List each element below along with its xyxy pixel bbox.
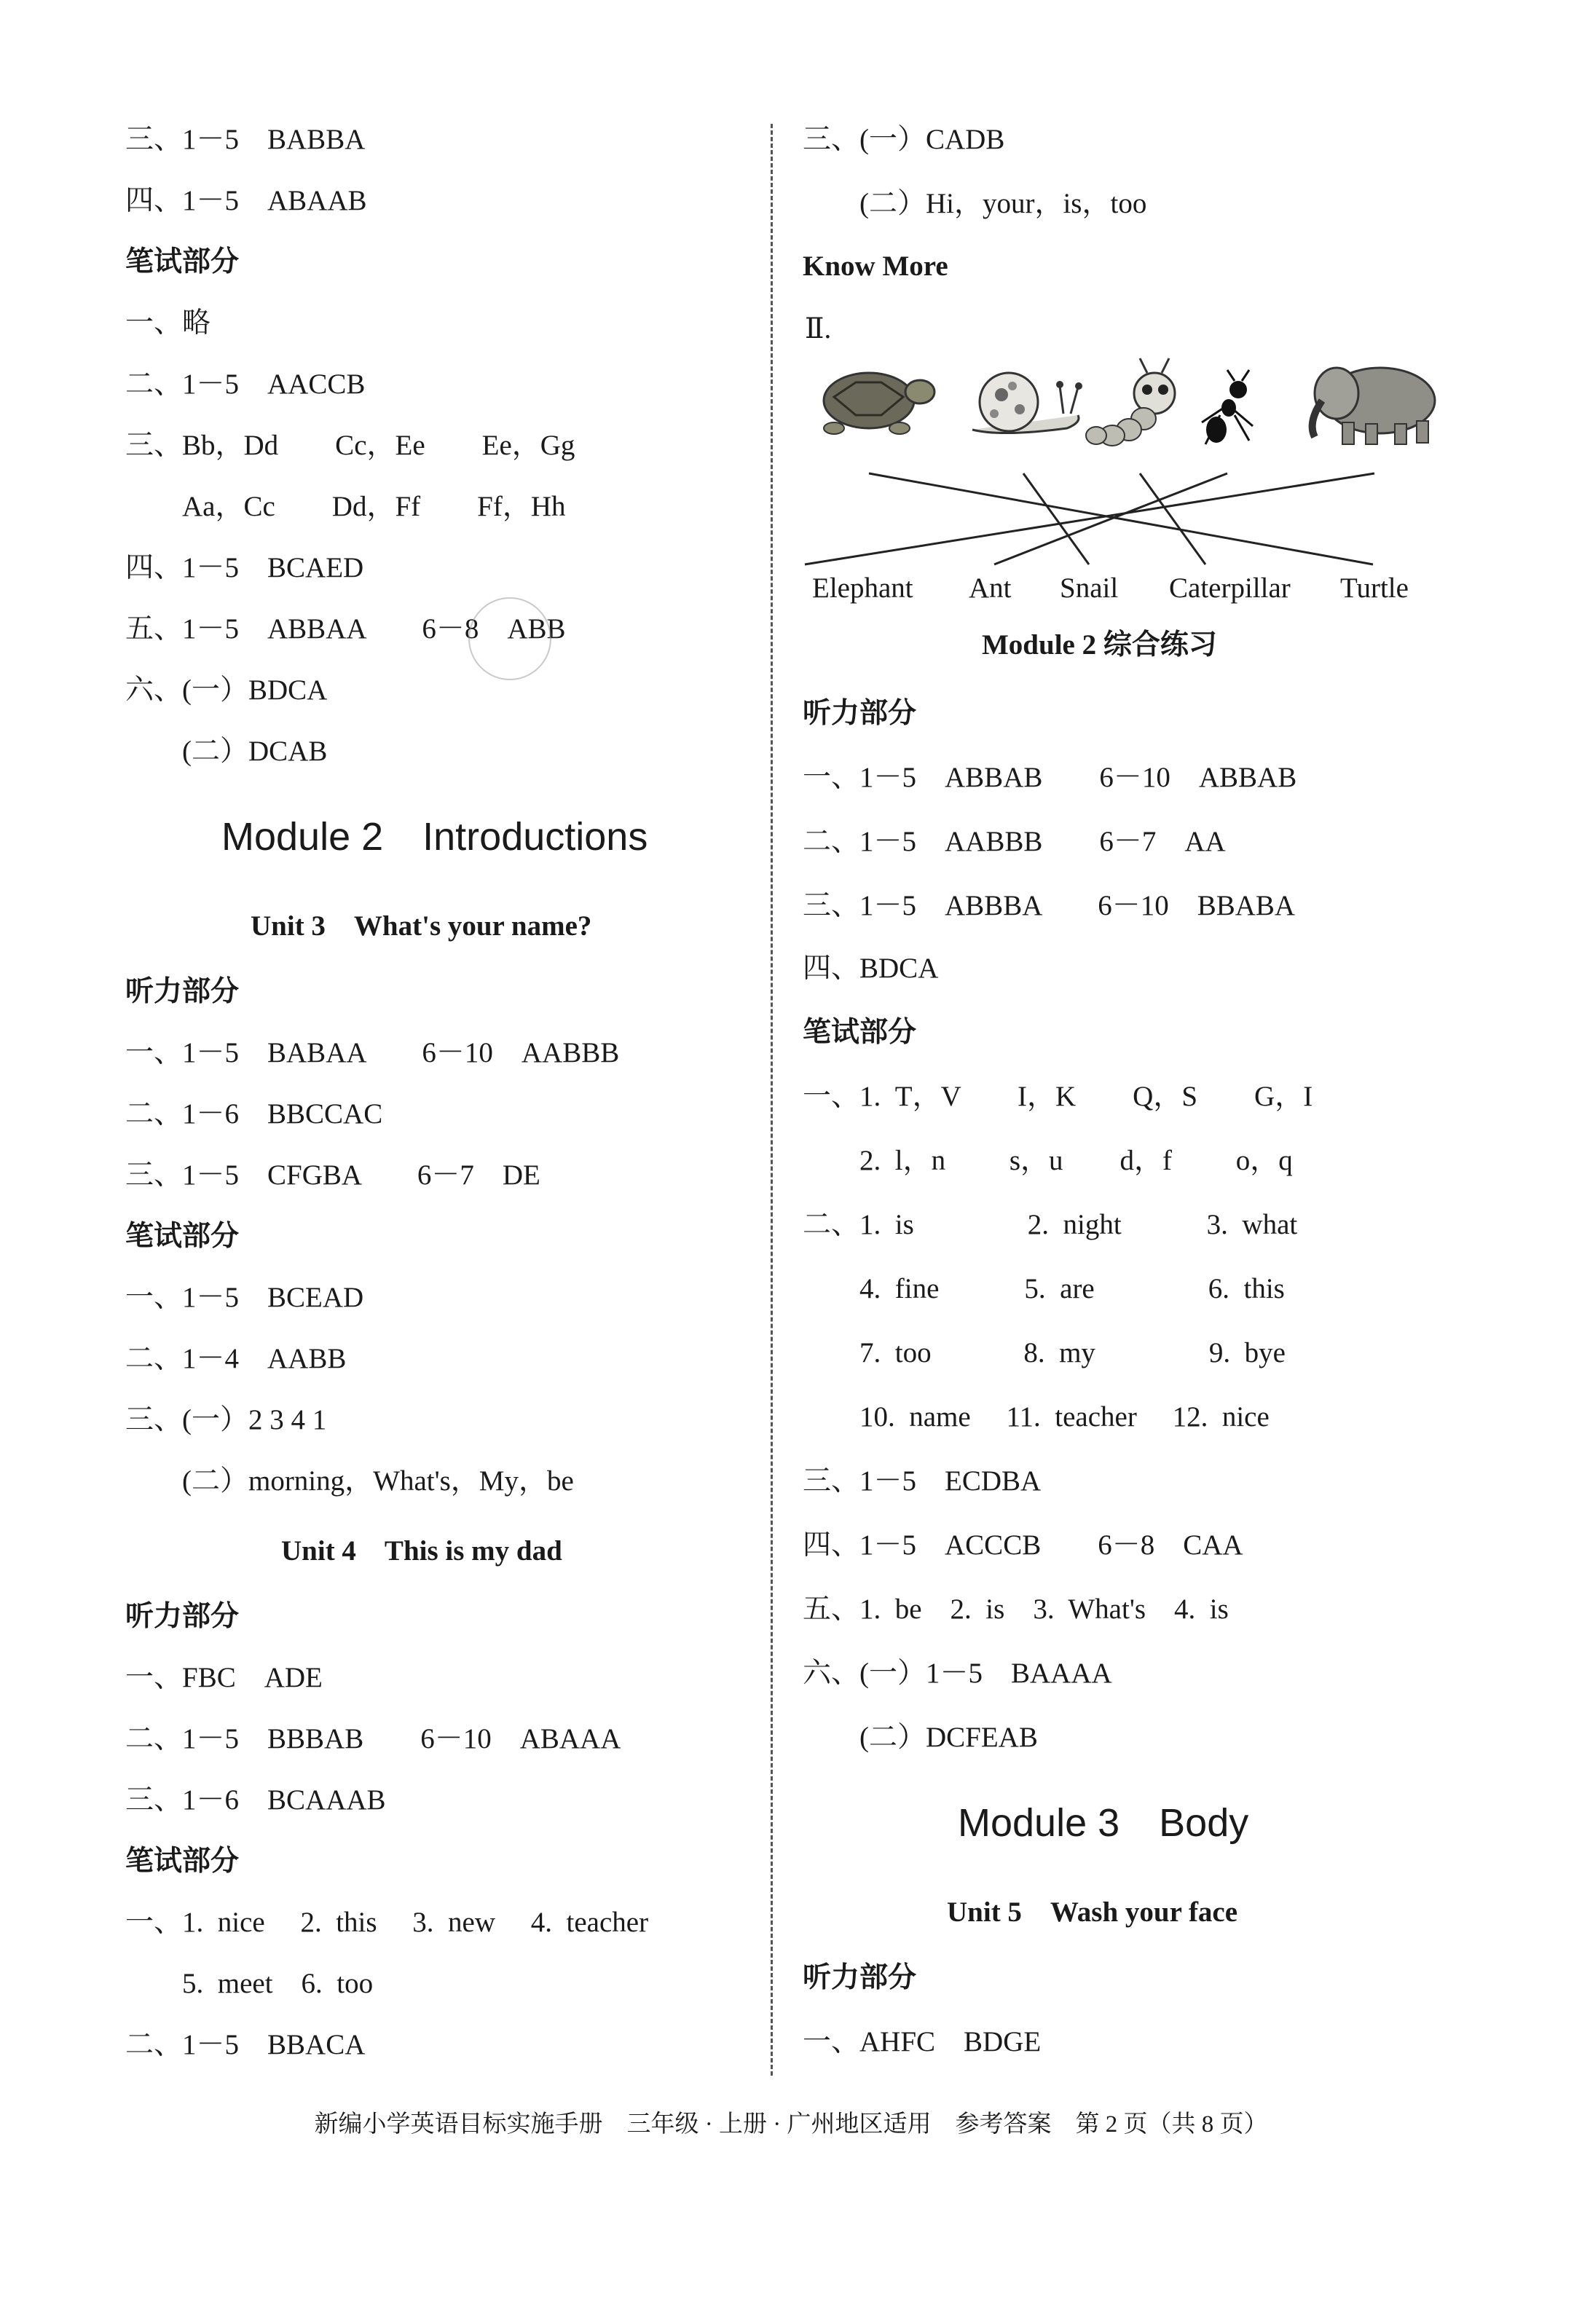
answer-line: 三、Bb，Dd Cc，Ee Ee，Gg (125, 430, 575, 461)
answer-line: 一、1－5 ABBAB 6－10 ABBAB (803, 762, 1297, 793)
answer-line: 二、1－5 AABBB 6－7 AA (803, 826, 1226, 857)
section-heading: 听力部分 (125, 976, 240, 1007)
answer-line: 五、1－5 ABBAA 6－8 ABB (125, 613, 566, 645)
section-heading: 笔试部分 (125, 1846, 240, 1877)
match-line-caterpillar (1140, 473, 1205, 564)
animal-label: Caterpillar (1169, 572, 1291, 604)
answer-line: 六、(一）1－5 BAAAA (803, 1658, 1112, 1689)
matching-figure (783, 357, 1582, 575)
answer-line: 四、1－5 BCAED (125, 552, 364, 583)
answer-line: 二、1－5 BBBAB 6－10 ABAAA (125, 1723, 621, 1754)
section-heading: 笔试部分 (803, 1017, 917, 1048)
answer-line: 二、1－4 AABB (125, 1343, 347, 1374)
answer-line: 六、(一）BDCA (125, 674, 328, 706)
section-heading: 听力部分 (125, 1601, 240, 1632)
answer-line: 7. too 8. my 9. bye (803, 1337, 1286, 1368)
answer-line: 三、1－5 BABBA (125, 124, 366, 155)
section-heading: 听力部分 (803, 698, 917, 729)
answer-line: 二、1－6 BBCCAC (125, 1098, 383, 1130)
unit-title: Unit 5 Wash your face (947, 1896, 1238, 1928)
answer-line: (二）DCFEAB (803, 1722, 1038, 1753)
module-title: Module 2 Introductions (221, 815, 648, 859)
answer-line: 二、1. is 2. night 3. what (803, 1209, 1298, 1240)
animal-label: Ant (969, 572, 1012, 604)
answer-line: 三、1－5 ABBBA 6－10 BBABA (803, 890, 1296, 921)
unit-title: Unit 4 This is my dad (281, 1535, 562, 1567)
turtle-icon (824, 373, 934, 434)
answer-line: 五、1. be 2. is 3. What's 4. is (803, 1594, 1229, 1625)
answer-line: 一、AHFC BDGE (803, 2026, 1042, 2057)
answer-line: 二、1－5 AACCB (125, 369, 366, 400)
match-line-elephant (805, 473, 1374, 564)
page-footer: 新编小学英语目标实施手册 三年级 · 上册 · 广州地区适用 参考答案 第 2 页（共 8 页） (314, 2111, 1268, 2138)
answer-line: 一、1. nice 2. this 3. new 4. teacher (125, 1907, 649, 1938)
module-title: Module 3 Body (958, 1801, 1249, 1845)
elephant-icon (1313, 368, 1435, 444)
answer-line: 10. name 11. teacher 12. nice (803, 1401, 1270, 1433)
answer-line: Aa，Cc Dd，Ff Ff，Hh (125, 491, 566, 522)
watermark-stamp (468, 597, 551, 680)
answer-line: (二）Hi，your，is，too (803, 188, 1147, 219)
answer-line: 一、1－5 BABAA 6－10 AABBB (125, 1037, 620, 1068)
unit-title: Unit 3 What's your name? (251, 910, 592, 942)
answer-line: 四、1－5 ACCCB 6－8 CAA (803, 1529, 1243, 1561)
answer-line: (二）morning，What's，My，be (125, 1465, 574, 1497)
answer-line: 5. meet 6. too (125, 1968, 374, 1999)
answer-line: 一、1. T，V I，K Q，S G，I (803, 1081, 1313, 1112)
match-line-ant (994, 473, 1227, 564)
answer-line: 三、1－6 BCAAAB (125, 1784, 386, 1816)
answer-line: 4. fine 5. are 6. this (803, 1273, 1285, 1304)
match-line-snail (1023, 473, 1089, 564)
column-divider (771, 124, 773, 2076)
answer-line: 一、1－5 BCEAD (125, 1282, 364, 1313)
answer-line: 三、1－5 ECDBA (803, 1465, 1042, 1497)
practice-title: Module 2 综合练习 (982, 629, 1217, 661)
answer-line: 三、1－5 CFGBA 6－7 DE (125, 1159, 540, 1191)
answer-line: 三、(一）2 3 4 1 (125, 1404, 327, 1435)
animal-label: Snail (1060, 572, 1119, 604)
answer-line: 一、FBC ADE (125, 1662, 323, 1693)
ant-icon (1202, 370, 1253, 444)
answer-line: 2. l，n s，u d，f o，q (803, 1145, 1293, 1176)
animal-label: Turtle (1340, 572, 1409, 604)
snail-icon (972, 373, 1082, 433)
answer-line: 二、1－5 BBACA (125, 2029, 366, 2060)
section-heading: 听力部分 (803, 1962, 917, 1993)
section-heading: 笔试部分 (125, 246, 240, 277)
section-heading: 笔试部分 (125, 1221, 240, 1252)
answer-line: 四、BDCA (803, 953, 939, 984)
answer-line: 一、略 (125, 307, 211, 339)
match-line-turtle (869, 473, 1373, 564)
know-more-heading: Know More (803, 251, 948, 282)
answer-line: 三、(一）CADB (803, 124, 1005, 155)
roman-numeral: Ⅱ. (805, 313, 832, 344)
answer-line: (二）DCAB (125, 736, 328, 767)
answer-line: 四、1－5 ABAAB (125, 185, 367, 216)
caterpillar-icon (1086, 358, 1175, 446)
animal-label: Elephant (812, 572, 913, 604)
